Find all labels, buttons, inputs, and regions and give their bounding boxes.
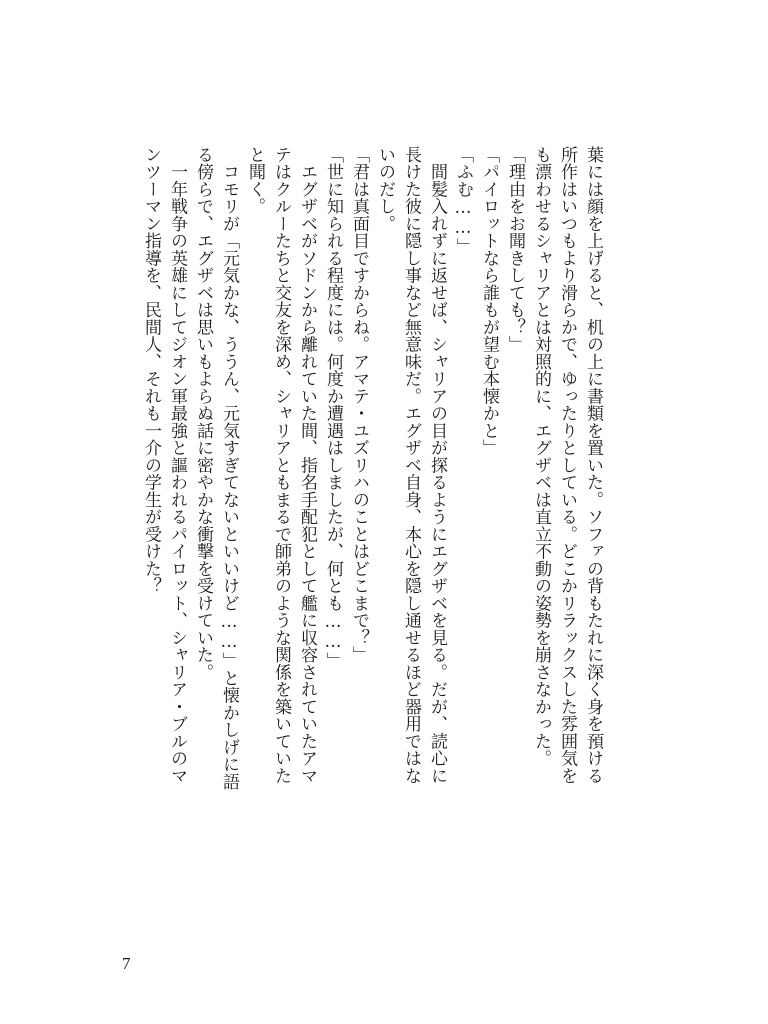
- text-line: いのだし。: [375, 146, 395, 233]
- text-line: 一年戦争の英雄にしてジオン軍最強と謳われるパイロット、シャリア・ブルのマ: [167, 146, 187, 785]
- text-line: 「理由をお聞きしても？」: [505, 146, 525, 353]
- text-line: テはクルーたちと交友を深め、シャリアともまるで師弟のような関係を築いていた: [271, 146, 291, 785]
- text-line: 「世に知られる程度には。何度か遭遇はしましたが、何とも……」: [323, 146, 343, 670]
- text-line: と聞く。: [245, 146, 265, 215]
- text-line: 「パイロットなら誰もが望む本懐かと」: [479, 146, 499, 457]
- vertical-text-block: [138, 146, 606, 836]
- text-line: 間髪入れずに返せば、シャリアの目が探るようにエグザベを見る。だが、読心に: [427, 146, 447, 785]
- text-line: 「ふむ……」: [453, 146, 473, 256]
- text-line: 「君は真面目ですからね。アマテ・ユズリハのことはどこまで？」: [349, 146, 369, 664]
- text-line: 長けた彼に隠し事など無意味だ。エグザベ自身、本心を隠し通せるほど器用ではな: [401, 146, 421, 785]
- page-number: 7: [122, 954, 131, 973]
- text-line: ンツーマン指導を、民間人、それも一介の学生が受けた？: [141, 146, 161, 595]
- text-line: 葉には顔を上げると、机の上に書類を置いた。ソファの背もたれに深く身を預ける: [583, 146, 603, 785]
- text-line: も漂わせるシャリアとは対照的に、エグザベは直立不動の姿勢を崩さなかった。: [531, 146, 551, 767]
- text-line: 所作はいつもより滑らかで、ゆったりとしている。どこかリラックスした雰囲気を: [557, 146, 577, 785]
- text-line: コモリが「元気かな、ううん、元気すぎてないといいけど……」と懐かしげに語: [219, 146, 239, 791]
- text-line: エグザベがソドンから離れていた間、指名手配犯として艦に収容されていたアマ: [297, 146, 317, 785]
- text-line: る傍らで、エグザベは思いもよらぬ話に密やかな衝撃を受けていた。: [193, 146, 213, 681]
